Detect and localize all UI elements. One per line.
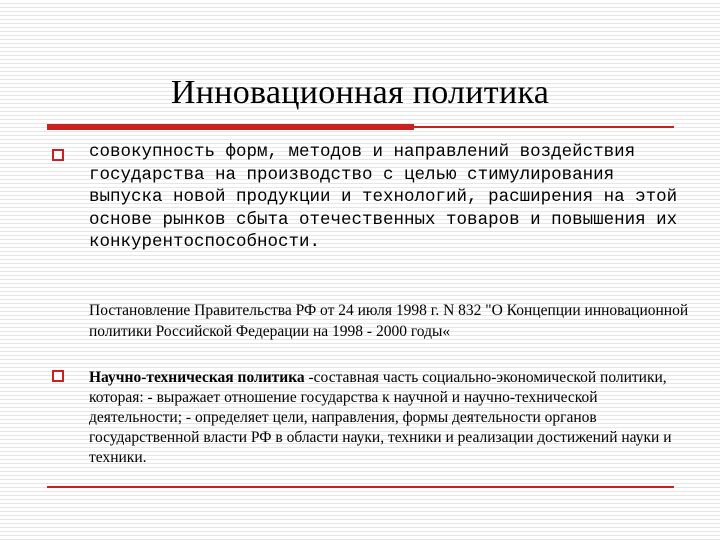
- bottom-divider: [47, 486, 674, 488]
- slide-title: Инновационная политика: [170, 74, 550, 111]
- science-policy-definition: -составная часть социально-экономической политики, которая: - выражает отношение государства к научной и научно-технической деятельности; - определяет цели, направления, формы деятельности органов государственной власти РФ в области науки, техники и реализации достижений науки и техники.: [89, 369, 672, 466]
- science-policy-paragraph: [89, 368, 689, 468]
- definition-paragraph: совокупность форм, методов и направлений воздействия государства на производство с целью стимулирования выпуска новой продукции и технологий, расширения на этой основе рынков сбыта отечественных товаров и повышения их конкурентоспособности.: [89, 142, 678, 252]
- title-underline-thin: [414, 126, 674, 128]
- hollow-square-bullet-icon: [52, 149, 64, 161]
- citation-text: Постановление Правительства РФ от 24 июля 1998 г. N 832 "О Концепции инновационной политики Российской Федерации на 1998 - 2000 годы«: [89, 302, 689, 340]
- hollow-square-bullet-icon: [52, 370, 64, 382]
- title-underline-thick: [47, 124, 414, 130]
- science-policy-term: Научно-техническая политика: [89, 369, 305, 386]
